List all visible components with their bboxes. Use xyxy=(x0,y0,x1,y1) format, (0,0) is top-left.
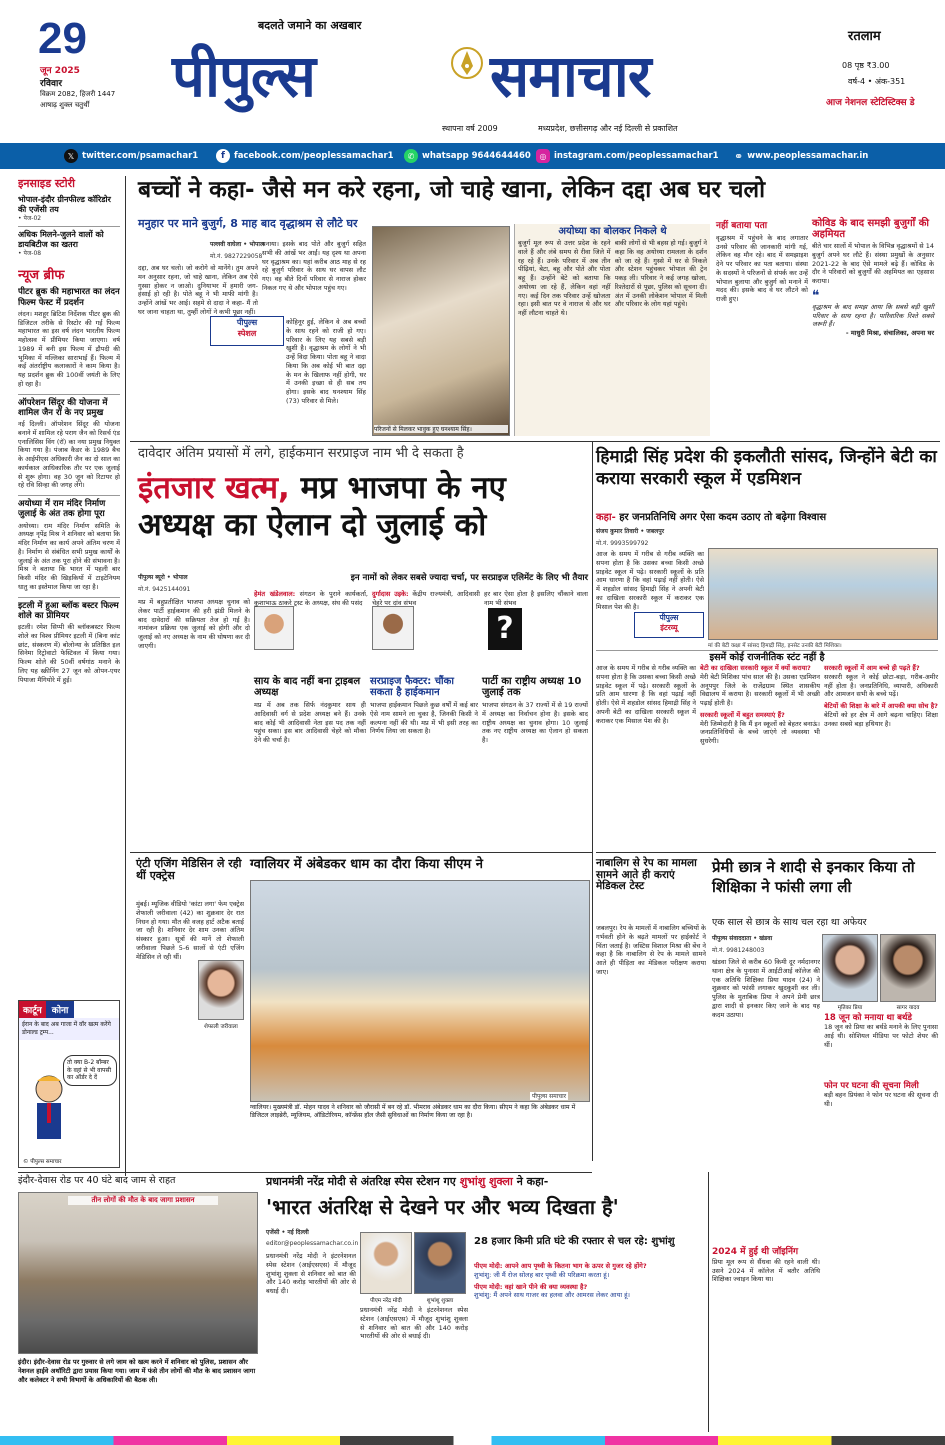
mystery-card xyxy=(484,590,588,670)
lead-body-1: दद्दा, अब घर चलो। जो करोगे वो मानेंगे। तुम अपने मन अनुसार रहना, जो चाहे खाना, लेकिन अब ऐसे गुस्सा होकर न जाओ। दुनियाभर में हमारी जग-हंसाई हो रही है। पोते बहू ने भी माफी मांगी है। उन्होंने आंखें भर आई। सहमे से दादा ने कहा- मैं तो घर जाना चाहता था, तुम्हीं लोगों ने कभी पूछा नहीं। xyxy=(138,264,258,316)
shefali-photo xyxy=(198,960,244,1020)
social-facebook[interactable] xyxy=(216,149,404,163)
day-note: आज नेशनल स्टेटिस्टिक्स डे xyxy=(826,98,915,108)
interview-brand: पीपुल्स xyxy=(659,613,679,622)
tithi: आषाढ़ शुक्ल चतुर्थी xyxy=(40,101,90,109)
social-facebook-label: facebook.com/peoplessamachar1 xyxy=(234,151,394,161)
himadri-qa-title: इसमें कोई राजनीतिक स्टंट नहीं है xyxy=(596,650,938,663)
lead-photo xyxy=(372,226,510,436)
social-instagram[interactable] xyxy=(536,149,734,163)
himadri-byline: संजय कुमार तिवारी • जबलपुर xyxy=(596,528,665,535)
himadri-body: आज के समय में गरीब से गरीब व्यक्ति का सपना होता है कि उसका बच्चा किसी अच्छे प्राइवेट स्कूल में पढ़े। सरकारी स्कूलों के प्रति आम धारणा है कि वहां पढ़ाई नहीं होती। ऐसे में शहडोल सांसद हिमाद्री सिंह ने अपनी बेटी का दाखिला सरकारी स्कूल में कराकर एक मिसाल पेश की है। xyxy=(596,550,704,611)
himadri-q1: बेटी का दाखिला सरकारी स्कूल में क्यों कराया? xyxy=(700,664,811,672)
lead-right-title: नहीं बताया पता xyxy=(716,221,768,231)
inside-item-page: • पेज-08 xyxy=(18,250,42,258)
shefali-photo-caption: शेफाली जरीवाला xyxy=(204,1024,238,1030)
shubhanshu-email: editor@peoplessamachar.co.in xyxy=(266,1240,359,1247)
date-day: 29 xyxy=(38,14,87,63)
cartoon-credit: © पीपुल्स समाचार xyxy=(23,1159,62,1165)
brief-item xyxy=(18,495,120,592)
shubhanshu-body: प्रधानमंत्री नरेंद्र मोदी ने इंटरनेशनल स्पेस स्टेशन (आईएसएस) में मौजूद शुभांशु शुक्ला से शनिवार को बात की और 140 करोड़ भारतीयों की ओर से बधाई दी। xyxy=(266,1252,356,1296)
tagline: बदलते जमाने का अखबार xyxy=(258,19,362,32)
pen-nib-icon xyxy=(450,46,484,80)
shubhanshu-qa xyxy=(474,1262,706,1300)
shubhanshu-kicker xyxy=(266,1176,706,1188)
lead-right xyxy=(716,222,808,434)
bjp-names-banner: इन नामों को लेकर सबसे ज्यादा चर्चा, पर सरप्राइज एलिमेंट के लिए भी तैयार xyxy=(350,573,588,583)
rape-headline: नाबालिग से रेप का मामला सामने आते ही कराएं मेडिकल टेस्ट xyxy=(596,857,697,893)
candidate-card xyxy=(372,590,480,670)
shubhanshu-headline: 'भारत अंतरिक्ष से देखने पर और भव्य दिखता है' xyxy=(266,1195,619,1219)
premi-photo-1 xyxy=(822,934,878,1002)
cartoon-caption: ईरान के बाद अब गाजा में वॉर खत्म करेंगे डोनाल्ड ट्रम्प... xyxy=(19,1018,119,1040)
bjp-headline xyxy=(138,470,590,544)
social-whatsapp-label: whatsapp 9644644460 xyxy=(422,151,531,161)
social-bar xyxy=(0,143,945,169)
inside-item-title: भोपाल-इंदौर ग्रीनफील्ड कॉरिडोर की एजेंसी तय xyxy=(18,195,111,214)
lead-box-title: अयोध्या का बोलकर निकले थे xyxy=(558,226,667,237)
candidate-desc: संगठन के पुराने कार्यकर्ता, कुशाभाऊ ठाकरे ट्रस्ट के अध्यक्ष, संघ की पसंद xyxy=(254,590,368,607)
special-label: स्पेशल xyxy=(237,329,257,338)
bjp-col-4-body: भाजपा संगठन के 37 राज्यों में से 19 राज्यों में अध्यक्ष का निर्वाचन होना है। इसके बाद राष्ट्रीय अध्यक्ष का चुनाव होगा। 10 जुलाई तक नए राष्ट्रीय अध्यक्ष का ऐलान हो सकता है। xyxy=(482,701,588,745)
premi-byline: पीपुल्स संवाददाता • खंडवा xyxy=(712,935,773,942)
premi-body: खंडवा जिले से करीब 60 किमी दूर नर्मदानगर थाना क्षेत्र के पुनासा में आईटीआई कॉलेज की एक अतिथि शिक्षिका प्रिया यादव (24) ने शुक्रवार को फांसी लगाकर खुदकुशी कर ली। पुलिस के मुताबिक प्रिया ने अपने प्रेमी छात्र द्वारा शादी से इनकार किए जाने के बाद यह कदम उठाया। xyxy=(712,958,820,1019)
candidate-photo xyxy=(254,606,294,650)
gwalior-credit: पीपुल्स समाचार xyxy=(532,1093,567,1100)
himadri-headline: हिमाद्री सिंह प्रदेश की इकलौती सांसद, जिन्होंने बेटी का कराया सरकारी स्कूल में एडमिशन xyxy=(596,447,937,489)
brief-title: पीटर ब्रुक की महाभारत का लंदन फिल्म फेस्ट में प्रदर्शन xyxy=(18,287,120,308)
inside-item[interactable] xyxy=(18,195,120,222)
bjp-col-3 xyxy=(370,676,478,841)
section-rule xyxy=(596,852,936,853)
shubhanshu-kicker-pre: प्रधानमंत्री नरेंद्र मोदी से अंतरिक्ष स्पेस स्टेशन गए xyxy=(266,1175,456,1188)
lead-byline: पल्लवी वाघेला • भोपाल xyxy=(210,241,265,248)
column-divider xyxy=(592,441,593,1161)
shubhanshu-a2: शुभांशु: मैं अपने साथ गाजर का हलवा और आमरस लेकर आया हूं। xyxy=(474,1291,631,1300)
pm-photo xyxy=(360,1232,412,1294)
brief-item xyxy=(18,287,120,388)
shefali-headline: एंटी एजिंग मेडिसिन ले रही थीं एक्ट्रेस xyxy=(136,857,242,883)
column-divider xyxy=(125,176,126,1176)
masthead xyxy=(0,0,945,146)
covid-quote: वृद्धाश्रम के बाद समझ आया कि सबसे बड़ी खुशी परिवार के साथ रहना है। पारिवारिक रिश्ते सबसे जरूरी हैं। xyxy=(812,302,934,329)
road-photo xyxy=(18,1192,258,1354)
premi-photo-1-caption: मृतिका प्रिया xyxy=(837,1005,863,1011)
premi-box-1-body: 18 जून को प्रिया का बर्थडे मनाने के लिए पुनासा आई थी। सोशियल मीडिया पर फोटो शेयर की थीं। xyxy=(824,1023,938,1049)
cartoon-corner: कोना xyxy=(46,1001,75,1018)
bjp-col-3-title: सरप्राइज फैक्टर: चौंका सकता है हाईकमान xyxy=(370,676,454,698)
cartoon-box xyxy=(18,1000,120,1168)
lead-subheadline: मनुहार पर माने बुजुर्ग, 8 माह बाद वृद्धाश्रम से लौटे घर xyxy=(138,217,358,230)
brief-body: इटली। रमेश सिप्पी की ब्लॉकबस्टर फिल्म शोले का विश्व प्रीमियर इटली में (बिना कांट छांट, संस्करण में) बोलोन्या के प्रतिष्ठित इल सिनेमा रिट्रोवाटो फेस्टिवल में किया गया। फिल्म शोले की 50वीं वर्षगांठ मनाने के लिए यह स्क्रीनिंग 27 जून को ओपन-एयर पियाजा मैगियोरे में हुई। xyxy=(18,623,120,684)
candidate-name: दुर्गादास उइके: xyxy=(372,590,409,598)
instagram-icon: ◎ xyxy=(536,149,550,163)
social-web[interactable] xyxy=(734,150,868,163)
lead-box xyxy=(514,224,710,436)
road-photo-caption: तीन लोगों की मौत के बाद जागा प्रशासन xyxy=(68,1196,218,1205)
himadri-body-2: आज के समय में गरीब से गरीब व्यक्ति का सपना होता है कि उसका बच्चा किसी अच्छे प्राइवेट स्कूल में पढ़े। सरकारी स्कूलों के प्रति आम धारणा है कि वहां पढ़ाई नहीं होती। ऐसे में शहडोल सांसद हिमाद्री सिंह ने अपनी बेटी का दाखिला सरकारी स्कूल में कराकर एक मिसाल पेश की है। xyxy=(596,664,696,725)
bjp-col-4-title: पार्टी का राष्ट्रीय अध्यक्ष 10 जुलाई तक xyxy=(482,676,582,698)
section-rule xyxy=(130,441,940,442)
brief-body: नई दिल्ली। ऑपरेशन सिंदूर की योजना बनाने में शामिल रहे पराग जैन को रिसर्च एंड एनालिसिस विंग (रॉ) का नया प्रमुख नियुक्त किया गया है। पंजाब कैडर के 1989 बैच के आईपीएस अधिकारी जैन का दो साल का कार्यकाल आधिकारिक तौर पर एक जुलाई से शुरू होगा। वह 30 जून को रिटायर हो रहे रवि सिन्हा की जगह लेंगे। xyxy=(18,420,120,490)
lead-body-3: कोहिनूर हुई, लेकिन वे अब बच्चों के साथ रहने को राजी हो गए। परिवार के लिए यह सबसे बड़ी खुशी है। वृद्धाश्रम के लोगों ने भी उन्हें विदा किया। पोता बहू ने वादा किया कि अब कोई भी बात दद्दा के मन के खिलाफ नहीं होगी, घर में उनकी इच्छा से ही सब तय होगा। इसके बाद घनश्याम सिंह (73) परिवार से मिले। xyxy=(286,318,366,405)
shubhanshu-kicker-post: ने कहा- xyxy=(516,1175,549,1188)
himadri-a3: सरकारी स्कूल ने कोई छोटा-बड़ा, गरीब-अमीर नहीं होता है। जनप्रतिनिधि, व्यापारी, अधिकारी और आमजन सभी के बच्चे पढ़ें। xyxy=(824,672,938,699)
section-rule xyxy=(18,1172,592,1173)
rape-body: जबलपुर। रेप के मामलों में नाबालिग बच्चियों के गर्भवती होने के बढ़ते मामलों पर हाईकोर्ट ने चिंता जताई है। जस्टिस विशाल मिश्रा की बेंच ने कहा है कि नाबालिग से रेप के मामले सामने आते ही पीड़िता का मेडिकल परीक्षण कराया जाए। xyxy=(596,924,706,976)
states: मध्यप्रदेश, छत्तीसगढ़ और नई दिल्ली से प्रकाशित xyxy=(538,124,678,133)
himadri-kaha: कहा- xyxy=(596,512,616,523)
shubhanshu-q1: पीएम मोदी: आपने आप पृथ्वी के कितना भाग के ऊपर से गुजर रहे होंगे? xyxy=(474,1262,647,1270)
lead-headline: बच्चों ने कहा- जैसे मन करे रहना, जो चाहे खाना, लेकिन दद्दा अब घर चलो xyxy=(138,177,766,203)
shubhanshu-speed-title: 28 हजार किमी प्रति घंटे की रफ्तार से चल रहे: शुभांशु xyxy=(474,1236,675,1247)
social-web-label: www.peoplessamachar.in xyxy=(747,151,869,161)
web-icon: ⚭ xyxy=(734,149,744,163)
covid-box xyxy=(812,218,934,438)
special-badge xyxy=(210,316,284,346)
gwalior-headline: ग्वालियर में अंबेडकर धाम का दौरा किया सीएम ने xyxy=(250,857,483,872)
premi-box-2-body: बड़ी बहन प्रियंका ने फोन पर घटना की सूचना दी थी। xyxy=(824,1091,938,1109)
social-instagram-label: instagram.com/peoplessamachar1 xyxy=(554,151,719,161)
premi-sub: एक साल से छात्र के साथ चल रहा था अफेयर xyxy=(712,917,867,928)
shubhanshu-body-2: प्रधानमंत्री नरेंद्र मोदी ने इंटरनेशनल स्पेस स्टेशन (आईएसएस) में मौजूद शुभांशु शुक्ला से शनिवार को बात की और 140 करोड़ भारतीयों की ओर से बधाई दी। xyxy=(360,1306,468,1341)
himadri-a4: बेटियों को हर क्षेत्र में आगे बढ़ना चाहिए। शिक्षा उनका सबसे बड़ा हथियार है। xyxy=(824,710,938,728)
covid-quote-by: - माधुरी मिश्रा, संचालिका, अपना घर xyxy=(845,329,934,338)
inside-item[interactable] xyxy=(18,226,120,257)
facebook-icon: f xyxy=(216,149,230,163)
shubhanshu-photo xyxy=(414,1232,466,1294)
premi-box-3-body: प्रिया मूल रूप से सैंधवा की रहने वाली थी। उसने 2024 में कॉलेज में बतौर अतिथि शिक्षिका ज्वाइन किया था। xyxy=(712,1257,820,1284)
himadri-mobile: मो.नं. 9993599792 xyxy=(596,540,649,547)
social-x[interactable] xyxy=(64,149,216,163)
registration-bar xyxy=(0,1436,945,1445)
premi-photo-2 xyxy=(880,934,936,1002)
cartoon-bubble: तो क्या B-2 बॉम्बर के वहां से भी वापसी का ऑर्डर दे दें xyxy=(63,1055,117,1086)
bjp-byline: पीपुल्स ब्यूरो • भोपाल xyxy=(138,574,188,581)
himadri-subline xyxy=(596,509,938,523)
vikram-date: विक्रम 2082, हिजरी 1447 xyxy=(40,90,116,98)
brief-item xyxy=(18,597,120,685)
brief-body: लंदन। मशहूर ब्रिटिश निर्देशक पीटर ब्रुक की डिजिटल तरीके से रिस्टोर की गई फिल्म महाभारत का इस वर्ष लंदन भारतीय फिल्म महोत्सव में प्रीमियर किया जाएगा। वर्ष 1989 में बनी इस फिल्म में द्रौपदी की भूमिका में मल्लिका साराभाई हैं। फिल्म में कई अंतर्राष्ट्रीय कलाकारों ने काम किया है। यह प्रदर्शन ब्रुक की 100वीं जयंती के लिए हो रहा है। xyxy=(18,309,120,388)
candidate-card xyxy=(254,590,368,670)
brief-title: ऑपरेशन सिंदूर की योजना में शामिल जैन रॉ के नए प्रमुख xyxy=(18,397,108,418)
premi-box-2-title: फोन पर घटना की सूचना मिली xyxy=(824,1081,919,1091)
bjp-headline-rest: मप्र भाजपा के नए अध्यक्ष का ऐलान दो जुलाई को xyxy=(138,470,506,544)
shubhanshu-byline: एजेंसी • नई दिल्ली xyxy=(266,1229,309,1236)
himadri-qa-right xyxy=(824,664,938,728)
gwalior-caption: ग्वालियर। मुख्यमंत्री डॉ. मोहन यादव ने शनिवार को जौरासी में बन रहे डॉ. भीमराव अंबेडकर धाम का दौरा किया। सीएम ने कहा कि अंबेडकर धाम में डिजिटल लाइब्रेरी, म्यूजियम, ऑडिटोरियम, कॉन्फ्रेंस हॉल जैसी सुविधाओं का निर्माण किया जा रहा है। xyxy=(250,1104,576,1120)
covid-body: बीते चार सालों में भोपाल के विभिन्न वृद्धाश्रमों से 14 बुजुर्ग अपने घर लौटे हैं। संस्था प्रमुखों के अनुसार 2021-22 के बाद ऐसे मामले बढ़े हैं। कोविड के दौर ने परिवारों को बुजुर्गों की अहमियत का एहसास कराया। xyxy=(812,242,934,286)
quote-icon: ❝ xyxy=(812,287,820,304)
premi-box-1-title: 18 जून को मनाया था बर्थडे xyxy=(824,1013,912,1023)
candidate-desc: केंद्रीय राज्यमंत्री, आदिवासी चेहरे पर दांव संभव xyxy=(372,590,480,607)
cartoon-figure xyxy=(25,1071,73,1151)
bjp-mobile: मो.नं. 9425144091 xyxy=(138,586,191,593)
pm-caption: पीएम नरेंद्र मोदी xyxy=(370,1298,402,1304)
bjp-headline-red: इंतजार खत्म, xyxy=(138,470,290,506)
interview-badge xyxy=(634,612,704,638)
shubhanshu-caption: शुभांशु शुक्ला xyxy=(426,1298,454,1304)
lead-right-body: वृद्धाश्रम में पहुंचने के बाद लगातार उनसे परिवार की जानकारी मांगी गई, लेकिन वह मौन रहे। बाद में समझाइश देने पर परिवार का पता बताया। संस्था के सदस्यों ने परिजनों से संपर्क कर उन्हें भोपाल बुलाया और बुजुर्ग को मनाने में मदद की। इसके बाद वे घर लौटने को राजी हुए। xyxy=(716,233,808,304)
candidate-photo xyxy=(372,606,414,650)
candidate-text xyxy=(372,590,480,608)
inside-item-title: अधिक मिलने-जुलने वालों को डायबिटीज का खतरा xyxy=(18,230,104,249)
road-headline: इंदौर-देवास रोड पर 40 घंटे बाद जाम से राहत xyxy=(18,1175,176,1186)
brief-title: अयोध्या में राम मंदिर निर्माण जुलाई के अंत तक होगा पूरा xyxy=(18,499,106,520)
social-x-label: twitter.com/psamachar1 xyxy=(82,151,199,161)
shubhanshu-a1: शुभांशु: जी मैं रोज सोलह बार पृथ्वी की परिक्रमा करता हूं। xyxy=(474,1270,610,1279)
covid-title: कोविड के बाद समझी बुजुर्गों की अहमियत xyxy=(812,218,929,240)
premi-box-2 xyxy=(824,1082,938,1109)
bjp-body-1: मप्र में बहुप्रतीक्षित भाजपा अध्यक्ष चुनाव को लेकर पार्टी हाईकमान की हरी झंडी मिलने के बाद दावेदारों की सक्रियता तेज हो गई है। नामांकन प्रक्रिया एक जुलाई को होगी और दो जुलाई को नए अध्यक्ष के नाम की घोषणा कर दी जाएगी। xyxy=(138,598,250,650)
social-whatsapp[interactable] xyxy=(404,149,536,163)
premi-headline: प्रेमी छात्र ने शादी से इनकार किया तो शिक्षिका ने फांसी लगा ली xyxy=(712,858,915,896)
date-month: जून 2025 xyxy=(40,66,80,76)
interview-label: इंटरव्यू xyxy=(660,623,678,632)
bjp-kicker: दावेदार अंतिम प्रयासों में लगे, हाईकमान सरप्राइज नाम भी दे सकता है xyxy=(138,446,464,461)
premi-box-1 xyxy=(824,1014,938,1050)
bjp-col-4 xyxy=(482,676,588,841)
inside-item-page: • पेज-02 xyxy=(18,215,42,223)
brief-item xyxy=(18,394,120,491)
gwalior-photo xyxy=(250,880,590,1102)
inside-story-title: इनसाइड स्टोरी xyxy=(18,177,75,190)
special-brand: पीपुल्स xyxy=(236,318,258,327)
logo-left: पीपुल्स xyxy=(172,42,315,110)
logo-right: समाचार xyxy=(490,42,651,110)
news-brief-title: न्यूज ब्रीफ xyxy=(18,268,65,284)
mystery-mark: ? xyxy=(488,608,522,650)
section-rule xyxy=(130,852,592,853)
himadri-sub: हर जनप्रतिनिधि अगर ऐसा कदम उठाए तो बढ़ेगा विश्वास xyxy=(619,512,827,523)
himadri-photo xyxy=(708,548,938,640)
lead-body-2: बनाया। इसके बाद पोते और बुजुर्ग सहित सभी की आंखें भर आईं। यह दृश्य था अपना घर वृद्धाश्रम का। यहां करीब आठ माह से रह रहे बुजुर्ग परिवार के साथ घर वापस लौट गए। वह बीते दिनों परिवार से नाराज होकर निकल गए थे और भोपाल पहुंच गए। xyxy=(262,240,366,292)
himadri-q3: सरकारी स्कूलों में आम बच्चे ही पढ़ते हैं? xyxy=(824,664,920,672)
x-icon: 𝕏 xyxy=(64,149,78,163)
lead-mobile: मो.नं. 9827229058 xyxy=(210,253,263,260)
road-body: इंदौर। इंदौर-देवास रोड पर गुरुवार से लगे जाम को खत्म करने में शनिवार को पुलिस, प्रशासन और नेशनल हाईवे अथॉरिटी द्वारा प्रयास किया गया। जाम में फंसे तीन लोगों की मौत के बाद प्रशासन जागा और कलेक्टर ने सभी विभागों के अधिकारियों की बैठक ली। xyxy=(18,1358,256,1385)
city: रतलाम xyxy=(848,29,881,44)
shubhanshu-q2: पीएम मोदी: वहां खाने पीने की क्या व्यवस्था है? xyxy=(474,1282,588,1291)
premi-box-3-title: 2024 में हुई थी जॉइनिंग xyxy=(712,1247,799,1257)
brief-title: इटली में हुआ ब्लॉक बस्टर फिल्म शोले का प्रीमियर xyxy=(18,600,119,621)
bjp-col-2 xyxy=(254,676,366,841)
weekday: रविवार xyxy=(40,79,63,89)
volume: वर्ष-4 • अंक-351 xyxy=(848,77,906,86)
premi-photo-2-caption: सागर यादव xyxy=(896,1005,920,1011)
candidate-name: हेमंत खंडेलवाल: xyxy=(254,590,296,598)
pages-price: 08 पृष्ठ ₹3.00 xyxy=(842,61,890,70)
himadri-photo-caption: मां की बेटी कक्षा में सांसद हिमाद्री सिंह, इनसेट उनकी बेटी मिशिका। xyxy=(708,643,842,649)
cartoon-tag: कार्टून xyxy=(19,1001,46,1018)
lead-box-body: बुजुर्ग मूल रूप से उत्तर प्रदेश के रहने वाले हैं और लंबे समय से रीवा जिले में रह रहे हैं। उनके परिवार में अब तीन पीढ़ियां, बेटा, बहू और पोते और पोता बहू हैं। उन्होंने बेटे को बताया कि अयोध्या जा रहे हैं, लेकिन वहां नहीं गए। कई दिन तक परिवार उन्हें खोजता रहा। इसी बात पर वे नाराज थे और घर नहीं लौटना चाहते थे। xyxy=(518,239,611,318)
column-divider xyxy=(708,1172,709,1432)
premi-box-3 xyxy=(712,1248,820,1284)
lead-box-body-2: बाकी लोगों से भी बहस हो गई। बुजुर्ग ने कहा कि वह अयोध्या रामलला के दर्शन को जा रहे हैं। गुस्से में घर से निकले और स्टेशन पहुंचकर भोपाल की ट्रेन पकड़ ली। परिवार ने कई जगह खोजा, रिश्तेदारों से पूछा, पुलिस को सूचना दी। अंत में उनकी लोकेशन भोपाल में मिली और परिवार के लोग यहां पहुंचे। xyxy=(614,239,707,309)
premi-mobile: मो.नं. 9981248003 xyxy=(712,947,765,954)
himadri-q4: बेटियों की शिक्षा के बारे में आपकी क्या सोच है? xyxy=(824,702,938,711)
shefali-body: मुंबई। म्यूजिक वीडियो 'कांटा लगा' फेम एक्ट्रेस शेफाली जरीवाला (42) का शुक्रवार देर रात निधन हो गया। मौत की वजह हार्ट अटैक बताई जा रही है। शनिवार देर शाम उनका अंतिम संस्कार हुआ। सूत्रों की मानें तो शेफाली जरीवाला पिछले 5-6 सालों से एंटी एजिंग मेडिसिन ले रही थीं। xyxy=(136,900,244,961)
candidate-text xyxy=(254,590,368,608)
himadri-a1: मेरी बेटी मिशिका पांच साल की है। उसका एडमिशन अनूपपुर जिले के राजेंद्रग्राम स्थित शासकीय विद्यालय में कराया है। सरकारी स्कूलों में भी अच्छी पढ़ाई होती है। xyxy=(700,672,820,708)
bjp-col-2-body: मप्र में अब तक सिर्फ नंदकुमार साय ही आदिवासी वर्ग से प्रदेश अध्यक्ष बने हैं। उनके बाद कोई भी आदिवासी नेता इस पद तक नहीं पहुंच सका। इस बार आदिवासी चेहरे को मौका देने की चर्चा है। xyxy=(254,701,366,745)
shubhanshu-kicker-name: शुभांशु शुक्ला xyxy=(459,1175,513,1188)
bjp-col-3-body: भाजपा हाईकमान पिछले कुछ वर्षों में कई बार ऐसे नाम सामने ला चुका है, जिनकी किसी ने कल्पना नहीं की थी। मप्र में भी इसी तरह का निर्णय लिया जा सकता है। xyxy=(370,701,478,736)
himadri-q2: सरकारी स्कूलों में बहुत समस्याएं हैं? xyxy=(700,710,785,719)
founded: स्थापना वर्ष 2009 xyxy=(442,124,498,133)
himadri-a2: मेरी जिम्मेदारी है कि मैं इन स्कूलों को बेहतर बनाऊं। जनप्रतिनिधियों के बच्चे जाएंगे तो व्यवस्था भी सुधरेगी। xyxy=(700,719,820,746)
bjp-col-2-title: साय के बाद नहीं बना ट्राइबल अध्यक्ष xyxy=(254,676,361,698)
lead-photo-caption: परिजनों से मिलकर भावुक हुए घनश्याम सिंह। xyxy=(374,425,508,433)
himadri-qa-left xyxy=(700,664,820,746)
whatsapp-icon: ✆ xyxy=(404,149,418,163)
mystery-text: हर बार ऐसा होता है इसलिए चौंकाने वाला नाम भी संभव xyxy=(484,590,588,607)
brief-body: अयोध्या। राम मंदिर निर्माण समिति के अध्यक्ष नृपेंद्र मिश्र ने शनिवार को बताया कि मंदिर निर्माण का कार्य अपने अंतिम चरण में है। निर्माण से संबंधित सभी प्रमुख कार्यों के जुलाई के अंत तक पूरा होने की संभावना है। मिश्र ने बताया कि भारत में पहली बार किसी मंदिर की खिड़कियों में टाइटेनियम धातु का इस्तेमाल किया जा रहा है। xyxy=(18,521,120,591)
